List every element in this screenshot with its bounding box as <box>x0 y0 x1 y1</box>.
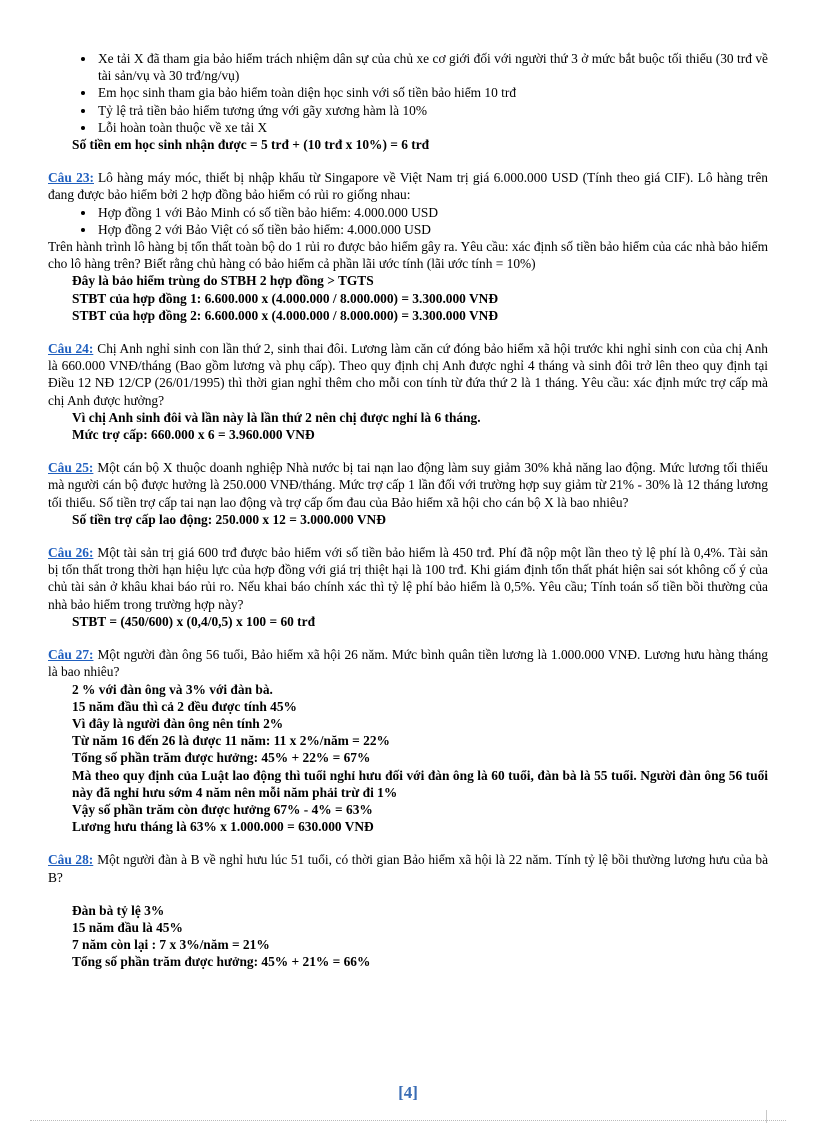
question-27 <box>48 646 768 680</box>
list-item: • Hợp đồng 1 với Bảo Minh có số tiền bảo hiểm: 4.000.000 USD <box>96 204 768 221</box>
margin-marker <box>766 1110 767 1123</box>
list-item: • Xe tải X đã tham gia bảo hiểm trách nhiệm dân sự của chủ xe cơ giới đối với người thứ 3 ở mức bắt buộc tối thiểu (30 trđ về tài sản/vụ và 30 trđ/ng/vụ) <box>96 50 768 84</box>
question-25 <box>48 459 768 511</box>
answer-line: Mức trợ cấp: 660.000 x 6 = 3.960.000 VNĐ <box>72 427 315 443</box>
answer-line: 2 % với đàn ông và 3% với đàn bà. <box>72 681 273 697</box>
answer-line: Vì chị Anh sinh đôi và lần này là lần thứ 2 nên chị được nghỉ là 6 tháng. <box>72 409 481 425</box>
answer-line: 15 năm đầu thì cả 2 đều được tính 45% <box>72 698 297 714</box>
answer-line: STBT = (450/600) x (0,4/0,5) x 100 = 60 trđ <box>72 613 316 629</box>
question-label: Câu 24: <box>48 341 94 357</box>
answer-line: Số tiền trợ cấp lao động: 250.000 x 12 = 3.000.000 VNĐ <box>72 511 386 527</box>
question-text-continued: Trên hành trình lô hàng bị tổn thất toàn bộ do 1 rủi ro được bảo hiểm gây ra. Yêu cầu: xác định số tiền bảo hiểm của các nhà bảo hiểm cho lô hàng trên? Biết rằng chủ hàng có bảo hiểm cả phần lãi ước tính (lãi ước tính = 10%) <box>48 239 768 272</box>
answer-line: Đây là bảo hiểm trùng do STBH 2 hợp đồng > TGTS <box>72 273 374 289</box>
answer-line: STBT của hợp đồng 2: 6.600.000 x (4.000.000 / 8.000.000) = 3.300.000 VNĐ <box>72 307 498 323</box>
answer-line: 7 năm còn lại : 7 x 3%/năm = 21% <box>72 937 270 953</box>
question-26 <box>48 544 768 613</box>
question-label: Câu 26: <box>48 545 94 561</box>
list-item: • Hợp đồng 2 với Bảo Việt có số tiền bảo hiểm: 4.000.000 USD <box>96 221 768 238</box>
answer-line: 15 năm đầu là 45% <box>72 919 183 935</box>
list-item: • Em học sinh tham gia bảo hiểm toàn diện học sinh với số tiền bảo hiểm 10 trđ <box>96 84 768 101</box>
answer-line: Vì đây là người đàn ông nên tính 2% <box>72 715 284 731</box>
question-label: Câu 25: <box>48 460 94 476</box>
answer-line: Số tiền em học sinh nhận được = 5 trđ + (10 trđ x 10%) = 6 trđ <box>72 137 430 153</box>
question-text: Một cán bộ X thuộc doanh nghiệp Nhà nước bị tai nạn lao động làm suy giảm 30% khả năng lao động. Mức lương tối thiểu mà người cán bộ được hưởng là 250.000 VNĐ/tháng. Mức trợ cấp 1 lần đối với trường hợp suy giảm từ 21% - 30% là 12 tháng lương tối thiểu. Số tiền trợ cấp tai nạn lao động và trợ cấp ốm đau của Bảo hiểm xã hội cho cán bộ X là bao nhiêu? <box>48 460 768 510</box>
footer-divider <box>30 1120 786 1121</box>
answer-line: Tổng số phần trăm được hưởng: 45% + 21% = 66% <box>72 954 371 970</box>
q23-bullet-list <box>48 204 768 238</box>
page-content <box>48 50 768 971</box>
answer-line: Mà theo quy định của Luật lao động thì tuổi nghỉ hưu đối với đàn ông là 60 tuổi, đàn bà là 55 tuổi. Người đàn ông 56 tuổi này đã nghỉ hưu sớm 4 năm nên mỗi năm phải trừ đi 1% <box>72 767 768 800</box>
answer-line: STBT của hợp đồng 1: 6.600.000 x (4.000.000 / 8.000.000) = 3.300.000 VNĐ <box>72 290 498 306</box>
question-text: Một người đàn à B về nghỉ hưu lúc 51 tuổi, có thời gian Bảo hiểm xã hội là 22 năm. Tính tỷ lệ bồi thường lương hưu của bà B? <box>48 852 769 885</box>
question-28 <box>48 851 768 885</box>
answer-line: Lương hưu tháng là 63% x 1.000.000 = 630.000 VNĐ <box>72 819 374 835</box>
question-23 <box>48 169 768 203</box>
question-label: Câu 28: <box>48 852 94 868</box>
list-item: • Tỷ lệ trả tiền bảo hiểm tương ứng với gãy xương hàm là 10% <box>96 102 768 119</box>
question-text: Chị Anh nghỉ sinh con lần thứ 2, sinh thai đôi. Lương làm căn cứ đóng bảo hiểm xã hội trước khi nghỉ sinh con của chị Anh là 660.000 VNĐ/tháng (Bao gồm lương và phụ cấp). Theo quy định chị Anh được nghỉ 4 tháng và sinh đôi trở lên theo quy định tại Điều 12 NĐ 12/CP (26/01/1995) thì thời gian nghỉ thêm cho mỗi con tính từ đứa thứ 2 là 1 tháng. Yêu cầu: xác định mức trợ cấp mà chị Anh được hưởng? <box>48 341 768 408</box>
list-item: • Lỗi hoàn toàn thuộc về xe tải X <box>96 119 768 136</box>
answer-line: Vậy số phần trăm còn được hưởng 67% - 4% = 63% <box>72 801 373 817</box>
question-text: Lô hàng máy móc, thiết bị nhập khẩu từ Singapore về Việt Nam trị giá 6.000.000 USD (Tính theo giá CIF). Lô hàng trên đang được bảo hiểm bởi 2 hợp đồng bảo hiểm có rủi ro giống nhau: <box>48 170 768 203</box>
answer-line: Tổng số phần trăm được hưởng: 45% + 22% = 67% <box>72 750 371 766</box>
question-text: Một tài sản trị giá 600 trđ được bảo hiểm với số tiền bảo hiểm là 450 trđ. Phí đã nộp một lần theo tỷ lệ phí là 0,4%. Tài sản bị tổn thất trong thời hạn hiệu lực của hợp đồng với giá trị thiệt hại là 100 trđ. Khi giám định tổn thất phát hiện sai sót không cố ý của chủ tài sản ở khâu khai báo rủi ro. Nếu khai báo chính xác thì tỷ lệ phí bảo hiểm là 0,5%. Yêu cầu; Tính toán số tiền bồi thường của nhà bảo hiểm trong trường hợp này? <box>48 545 768 612</box>
question-label: Câu 23: <box>48 170 94 186</box>
intro-bullet-list <box>48 50 768 136</box>
answer-line: Từ năm 16 đến 26 là được 11 năm: 11 x 2%/năm = 22% <box>72 733 390 749</box>
page-number: [4] <box>398 1083 418 1102</box>
answer-line: Đàn bà tỷ lệ 3% <box>72 902 165 918</box>
question-24 <box>48 340 768 409</box>
question-label: Câu 27: <box>48 647 94 663</box>
question-text: Một người đàn ông 56 tuổi, Bảo hiểm xã hội 26 năm. Mức bình quân tiền lương là 1.000.000 VNĐ. Lương hưu hàng tháng là bao nhiêu? <box>48 647 769 680</box>
